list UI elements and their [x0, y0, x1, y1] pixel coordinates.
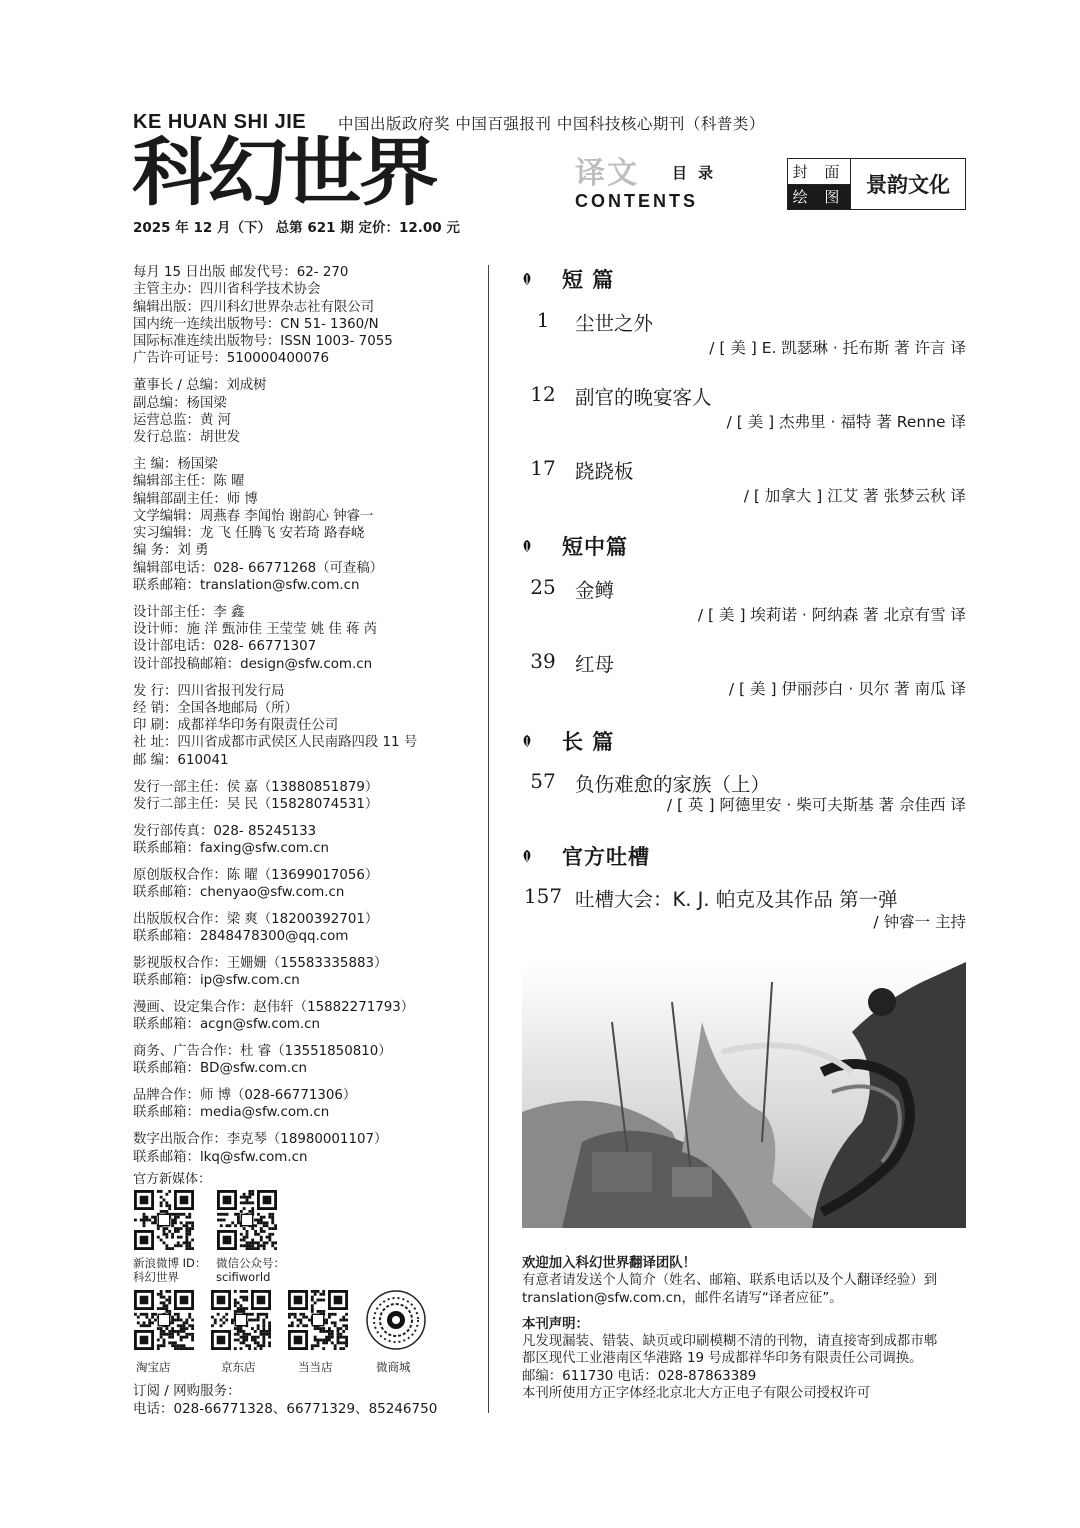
subscription-service — [133, 1382, 437, 1418]
contents-en-label: CONTENTS — [575, 191, 698, 211]
toc-section-title: 短 篇 — [562, 268, 615, 292]
contents-cn-char: 录 — [698, 164, 714, 182]
toc-page-number: 1 — [536, 308, 550, 332]
masthead-line: 每月 15 日出版 邮发代号：62- 270 — [133, 265, 349, 280]
masthead-group — [133, 604, 478, 673]
masthead-line: 联系邮箱：ip@sfw.com.cn — [133, 973, 300, 989]
masthead-line: 广告许可证号：510000400076 — [133, 351, 329, 367]
mini-program-code — [366, 1290, 426, 1350]
masthead-group — [133, 683, 478, 769]
wechat-label-line: scifiworld — [216, 1270, 271, 1284]
weibo-qr-code — [134, 1190, 194, 1250]
statement-line: 邮编：611730 电话：028-87863389 — [522, 1368, 757, 1384]
statement-line: 凡发现漏装、错装、缺页或印刷模糊不清的刊物，请直接寄到成都市郫 — [522, 1334, 938, 1350]
masthead-line: 社 址：四川省成都市武侯区人民南路四段 11 号 — [133, 735, 418, 751]
cover-label: 封 面 — [788, 159, 850, 185]
masthead-line: 发行部传真：028- 85245133 — [133, 823, 317, 839]
contents-cn-char: 目 — [672, 164, 688, 182]
toc-title: 金鳟 — [575, 579, 615, 602]
subscription-title: 订阅 / 网购服务： — [133, 1383, 241, 1399]
masthead-line: 联系邮箱：BD@sfw.com.cn — [133, 1061, 307, 1077]
masthead-line: 实习编辑：龙 飞 任腾飞 安若琦 路春峣 — [133, 526, 365, 542]
toc-page-number: 17 — [530, 456, 556, 480]
toc-author-credit: / [ 美 ] 伊丽莎白 · 贝尔 著 南瓜 译 — [728, 680, 966, 698]
notice-area — [522, 1255, 972, 1402]
masthead-group — [133, 911, 478, 946]
leaf-bullet-icon — [520, 734, 534, 748]
cover-illustration — [522, 962, 966, 1228]
masthead-line: 文学编辑：周燕春 李闻怡 谢韵心 钟睿一 — [133, 508, 374, 524]
weibo-label-line: 科幻世界 — [133, 1270, 179, 1284]
toc-author-credit: / [ 美 ] 杰弗里 · 福特 著 Renne 译 — [726, 413, 966, 431]
leaf-bullet-icon — [520, 539, 534, 553]
column-divider — [488, 265, 489, 1413]
dangdang-qr-code — [288, 1290, 348, 1350]
magazine-logo: 科幻世界 — [132, 130, 435, 216]
weibo-label — [133, 1256, 206, 1284]
toc-title: 尘世之外 — [575, 312, 654, 335]
toc-section-title: 官方吐槽 — [562, 845, 650, 869]
taobao-qr-code — [134, 1290, 194, 1350]
jd-qr-code — [211, 1290, 271, 1350]
toc-title: 红母 — [575, 653, 615, 676]
weibo-label-line: 新浪微博 ID： — [133, 1256, 207, 1270]
toc-author-credit: / 钟睿一 主持 — [873, 913, 966, 931]
toc-author-credit: / [ 美 ] 埃莉诺 · 阿纳森 著 北京有雪 译 — [697, 606, 966, 624]
toc-section-header — [520, 726, 614, 756]
issue-line: 2025 年 12 月（下） 总第 621 期 定价：12.00 元 — [133, 220, 460, 236]
masthead-line: 原创版权合作：陈 曜（13699017056） — [133, 867, 379, 883]
masthead-line: 编辑部副主任：师 博 — [133, 491, 258, 507]
masthead-line: 品牌合作：师 博（028-66771306） — [133, 1088, 357, 1104]
toc-page-number: 25 — [530, 575, 556, 599]
masthead-line: 发行一部主任：侯 嘉（13880851879） — [133, 779, 379, 795]
masthead-line: 发行二部主任：吴 民（15828074531） — [133, 796, 379, 812]
media-title: 官方新媒体： — [133, 1172, 212, 1187]
masthead-group — [133, 264, 478, 368]
masthead-line: 主管主办：四川省科学技术协会 — [133, 282, 321, 298]
contents-cn-label — [672, 162, 687, 184]
statement-line: 都区现代工业港南区华港路 19 号成都祥华印务有限责任公司调换。 — [522, 1351, 923, 1367]
masthead-line: 运营总监：黄 河 — [133, 412, 231, 428]
leaf-bullet-icon — [520, 272, 534, 286]
join-text-line: translation@sfw.com.cn，邮件名请写“译者应征”。 — [522, 1290, 843, 1306]
masthead-group — [133, 867, 478, 902]
masthead-group — [133, 1043, 478, 1078]
shop-label-dangdang: 当当店 — [298, 1360, 333, 1374]
masthead-line: 设计部电话：028- 66771307 — [133, 639, 317, 655]
masthead-line: 编辑部电话：028- 66771268（可查稿） — [133, 560, 384, 576]
toc-section-header — [520, 531, 628, 561]
masthead-line: 发 行：四川省报刊发行局 — [133, 683, 285, 699]
masthead-line: 设计部投稿邮箱：design@sfw.com.cn — [133, 656, 373, 672]
masthead-line: 发行总监：胡世发 — [133, 430, 241, 446]
masthead-group — [133, 456, 478, 594]
masthead-line: 影视版权合作：王姗姗（15583335883） — [133, 955, 388, 971]
join-text-line: 有意者请发送个人简介（姓名、邮箱、联系电话以及个人翻译经验）到 — [522, 1273, 938, 1289]
masthead-group — [133, 955, 478, 990]
masthead-line: 设计师：施 洋 甄沛佳 王莹莹 姚 佳 蒋 芮 — [133, 622, 378, 638]
masthead-line: 副总编：杨国梁 — [133, 395, 227, 411]
masthead-line: 漫画、设定集合作：赵伟轩（15882271793） — [133, 999, 415, 1015]
toc-title: 负伤难愈的家族（上） — [575, 773, 771, 796]
masthead-line: 经 销：全国各地邮局（所） — [133, 700, 298, 716]
statement-line: 本刊所使用方正字体经北京北大方正电子有限公司授权许可 — [522, 1386, 871, 1402]
toc-section-title: 长 篇 — [562, 730, 615, 754]
masthead-line: 印 刷：成都祥华印务有限责任公司 — [133, 718, 339, 734]
toc-page-number: 157 — [523, 884, 563, 908]
masthead-group — [133, 999, 478, 1034]
masthead-line: 邮 编：610041 — [133, 752, 229, 768]
wechat-label-line: 微信公众号： — [216, 1256, 285, 1270]
cover-artist: 景韵文化 — [850, 159, 965, 209]
toc-page-number: 12 — [530, 382, 556, 406]
toc-author-credit: / [ 英 ] 阿德里安 · 柴可夫斯基 著 佘佳西 译 — [666, 796, 966, 814]
cover-credit-box — [787, 158, 966, 210]
masthead-line: 联系邮箱：acgn@sfw.com.cn — [133, 1017, 321, 1033]
masthead-line: 联系邮箱：lkq@sfw.com.cn — [133, 1149, 308, 1165]
shop-label-jd: 京东店 — [221, 1360, 256, 1374]
subscription-phone: 电话：028-66771328、66771329、85246750 — [133, 1401, 438, 1417]
masthead-group — [133, 1087, 478, 1122]
wechat-qr-code — [217, 1190, 277, 1250]
masthead-line: 国内统一连续出版物号：CN 51- 1360/N — [133, 316, 379, 332]
honors-line: 中国出版政府奖 中国百强报刊 中国科技核心期刊（科普类） — [338, 115, 765, 133]
join-title: 欢迎加入科幻世界翻译团队！ — [522, 1256, 697, 1271]
masthead-line: 联系邮箱：faxing@sfw.com.cn — [133, 840, 330, 856]
toc-page-number: 39 — [530, 649, 556, 673]
masthead-line: 商务、广告合作：杜 睿（13551850810） — [133, 1044, 392, 1060]
masthead-line: 联系邮箱：2848478300@qq.com — [133, 929, 349, 945]
leaf-bullet-icon — [520, 849, 534, 863]
masthead-line: 主 编：杨国梁 — [133, 456, 218, 472]
toc-author-credit: / [ 美 ] E. 凯瑟琳 · 托布斯 著 许言 译 — [709, 339, 966, 357]
wechat-label — [216, 1256, 285, 1284]
masthead-line: 编辑部主任：陈 曜 — [133, 474, 245, 490]
masthead-info — [133, 264, 478, 1175]
masthead-line: 联系邮箱：translation@sfw.com.cn — [133, 578, 360, 594]
shop-label-taobao: 淘宝店 — [136, 1360, 171, 1374]
toc-title: 副官的晚宴客人 — [575, 386, 712, 409]
section-title-translation: 译文 — [575, 156, 639, 191]
cover-credit-labels — [788, 159, 850, 209]
toc-section-header — [520, 264, 614, 294]
toc-section-header — [520, 841, 650, 871]
masthead-line: 董事长 / 总编：刘成树 — [133, 378, 267, 394]
toc-author-credit: / [ 加拿大 ] 江艾 著 张梦云秋 译 — [743, 487, 966, 505]
masthead-group — [133, 779, 478, 814]
masthead-group — [133, 377, 478, 446]
masthead-group — [133, 1131, 478, 1166]
masthead-group — [133, 823, 478, 858]
masthead-line: 联系邮箱：chenyao@sfw.com.cn — [133, 885, 345, 900]
toc-page-number: 57 — [530, 769, 556, 793]
magazine-pinyin-title: KE HUAN SHI JIE — [133, 111, 307, 133]
statement-title: 本刊声明： — [522, 1316, 589, 1332]
illustration-label: 绘 图 — [788, 185, 850, 210]
masthead-line: 编 务：刘 勇 — [133, 543, 209, 559]
toc-section-title: 短中篇 — [562, 535, 628, 559]
masthead-line: 国际标准连续出版物号：ISSN 1003- 7055 — [133, 334, 393, 350]
masthead-line: 联系邮箱：media@sfw.com.cn — [133, 1105, 330, 1121]
toc-title: 跷跷板 — [575, 460, 634, 483]
masthead-line: 出版版权合作：梁 爽（18200392701） — [133, 911, 379, 927]
shop-label-weishop: 微商城 — [376, 1360, 411, 1374]
masthead-line: 编辑出版：四川科幻世界杂志社有限公司 — [133, 299, 375, 315]
masthead-line: 数字出版合作：李克琴（18980001107） — [133, 1132, 388, 1148]
toc-title: 吐槽大会：K. J. 帕克及其作品 第一弹 — [575, 888, 898, 911]
masthead-line: 设计部主任：李 鑫 — [133, 604, 245, 620]
